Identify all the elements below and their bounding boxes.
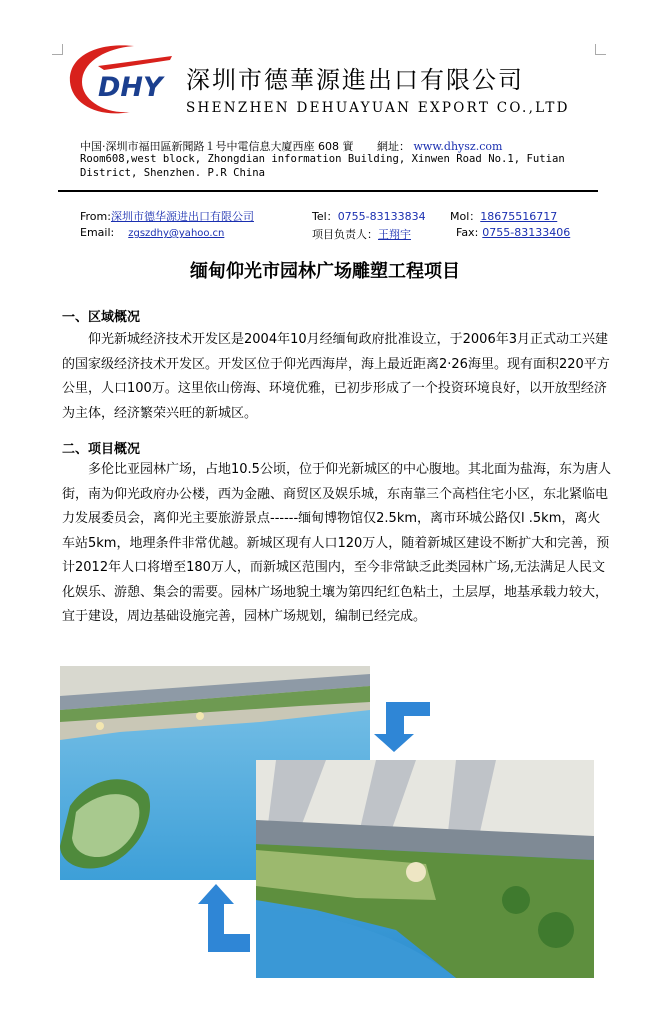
fax-label: Fax: xyxy=(456,226,479,239)
fax-value: 0755-83133406 xyxy=(482,226,571,239)
address-en-line2: District, Shenzhen. P.R China xyxy=(80,167,265,179)
email-field xyxy=(80,226,224,239)
mol-value: 18675516717 xyxy=(480,210,558,223)
address-cn: 中国·深圳市福田區新聞路１号中電信息大廈西座 608 實 xyxy=(80,140,354,153)
address-en-line1: Room608,west block, Zhongdian information Building, Xinwen Road No.1, Futian xyxy=(80,153,565,165)
tel-field xyxy=(312,208,426,224)
section-text-region: 仰光新城经济技术开发区是2004年10月经缅甸政府批准设立，于2006年3月正式动工兴建的国家级经济技术开发区。开发区位于仰光西海岸，海上最近距离2·26海里。现有面积220平方公里，人口100万。这里依山傍海、环境优雅，已初步形成了一个投资环境良好，以开放型经济为主体，经济繁荣兴旺的新城区。 xyxy=(62,332,610,421)
email-value[interactable]: zgszdhy@yahoo.cn xyxy=(128,228,225,239)
website-label: 網址： xyxy=(376,140,410,153)
from-label: From: xyxy=(80,210,111,223)
page-corner-mark xyxy=(52,44,63,55)
manager-label: 项目负责人： xyxy=(312,228,378,241)
mobile-field xyxy=(450,208,557,224)
manager-value: 王翔宇 xyxy=(378,228,411,241)
section-text-project: 多伦比亚园林广场，占地10.5公顷，位于仰光新城区的中心腹地。其北面为盐海，东为唐人街，南为仰光政府办公楼，西为金融、商贸区及娱乐城，东南靠三个高档住宅小区，东北紧临电力发展委员会，离仰光主要旅游景点------缅甸博物馆仅2.5km，离市环城公路仅l .5km，离火车站5km，地理条件非常优越。新城区现有人口120万人，随着新城区建设不断扩大和完善，预计2012年人口将增至180万人，而新城区范围内，至今非常缺乏此类园林广场,无法满足人民文化娱乐、游憩、集会的需要。园林广场地貌土壤为第四纪红色粘土，土层厚，地基承载力较大，宜于建设，周边基础设施完善，园林广场规划，编制已经完成。 xyxy=(62,462,611,624)
section-heading-region: 一、区域概况 xyxy=(62,310,141,325)
arrow-up-icon xyxy=(194,882,254,956)
aerial-detail-photo xyxy=(256,760,594,978)
manager-field xyxy=(312,226,411,242)
company-name-cn: 深圳市德華源進出口有限公司 xyxy=(186,66,524,94)
address-cn-line xyxy=(80,138,502,154)
fax-field xyxy=(456,226,570,239)
tel-value: 0755-83133834 xyxy=(337,210,426,223)
from-value: 深圳市德华源进出口有限公司 xyxy=(110,210,254,223)
header-divider xyxy=(58,190,598,192)
dhy-logo xyxy=(64,40,176,122)
from-field xyxy=(80,208,254,224)
website-link[interactable]: www.dhysz.com xyxy=(413,140,503,153)
section-heading-project: 二、项目概况 xyxy=(62,442,141,457)
tel-label: Tel： xyxy=(312,210,338,223)
document-title: 缅甸仰光市园林广场雕塑工程项目 xyxy=(190,261,460,282)
company-name-en: SHENZHEN DEHUAYUAN EXPORT CO.,LTD xyxy=(186,100,570,116)
email-label: Email: xyxy=(80,226,115,239)
logo-text: DHY xyxy=(98,72,163,103)
arrow-down-icon xyxy=(372,694,432,758)
page-corner-mark xyxy=(595,44,606,55)
mol-label: Mol： xyxy=(450,210,481,223)
